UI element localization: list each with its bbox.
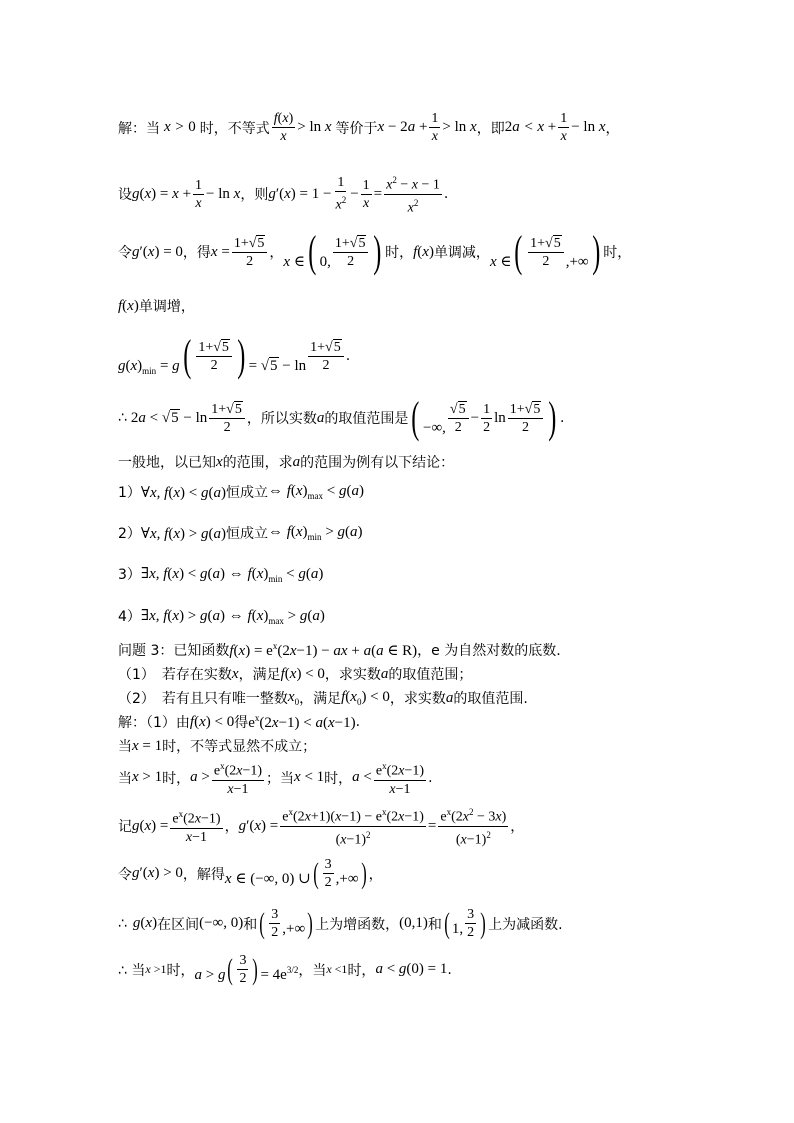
formula: ) bbox=[548, 393, 557, 442]
formula: $f(x_0) < 0$ bbox=[341, 689, 390, 707]
fraction: $\frac{x^2 - x - 1}{x^2}$ bbox=[384, 172, 442, 216]
text: . bbox=[355, 714, 361, 730]
solution-line-3 bbox=[118, 227, 754, 276]
formula: ( −∞, bbox=[411, 393, 446, 442]
text: ，当 bbox=[298, 962, 327, 979]
formula: f(x) bbox=[413, 243, 434, 260]
formula: ∀x, f(x) < g(a) bbox=[140, 484, 226, 501]
fraction: $\frac{3}{2}$ bbox=[271, 907, 279, 940]
fraction: $\frac{3}{2}$ bbox=[324, 857, 332, 890]
formula: ∀x, f(x) > g(a) bbox=[140, 525, 226, 542]
formula: f(x) bbox=[118, 297, 139, 314]
formula: ) = √5 − ln bbox=[237, 331, 307, 380]
fraction: $\frac{f(x)}{x}$ bbox=[273, 111, 294, 144]
problem-3-part-2 bbox=[118, 688, 754, 708]
text: 1） bbox=[118, 485, 141, 501]
formula: (0,1) bbox=[399, 915, 428, 931]
formula: x ∈( 0, bbox=[283, 227, 331, 276]
formula: g(x) = x + bbox=[132, 185, 192, 202]
general-conclusion-intro bbox=[118, 452, 754, 472]
fraction: $\frac{1}{x}$ bbox=[195, 177, 203, 211]
fraction: $\frac{3}{2}$ bbox=[239, 953, 247, 986]
fraction: $\frac{√5}{2}$ bbox=[448, 401, 469, 436]
text: 的取值范围； bbox=[388, 667, 473, 683]
formula: x < 1 bbox=[294, 769, 325, 786]
text: ， bbox=[510, 819, 525, 836]
solution-line-4 bbox=[118, 296, 754, 316]
solution-3-line-6 bbox=[118, 906, 754, 941]
conclusion-2 bbox=[118, 523, 754, 543]
text: 4） bbox=[118, 609, 141, 625]
problem-3-part-1 bbox=[118, 664, 754, 684]
text: 的取值范围是 bbox=[324, 411, 409, 427]
solution-line-1 bbox=[118, 110, 754, 145]
solution-line-6 bbox=[118, 393, 754, 442]
text: ，所以实数 bbox=[246, 411, 317, 427]
conclusion-1 bbox=[118, 482, 754, 502]
text: 的范围为例有以下结论： bbox=[300, 455, 455, 471]
formula: x bbox=[216, 453, 223, 470]
text: 时， bbox=[385, 245, 414, 261]
text: ，即 bbox=[476, 120, 505, 137]
text: 得 bbox=[234, 715, 249, 731]
formula: $f(x) = e^x(2x-1)$ − ax + a(a ∈ R) bbox=[229, 640, 418, 659]
text: 设 bbox=[118, 187, 132, 204]
text: ， bbox=[368, 866, 383, 883]
formula: a bbox=[445, 689, 454, 706]
formula: x ∈ (−∞, 0) ∪( bbox=[224, 856, 319, 890]
formula: ,+∞) bbox=[565, 227, 600, 276]
formula: x > 1 bbox=[132, 769, 163, 786]
formula: g(x) = bbox=[132, 817, 169, 834]
formula: − ln x bbox=[571, 119, 606, 135]
text: 和 bbox=[427, 916, 442, 933]
fraction: $\frac{1+√5}{2}$ bbox=[196, 339, 232, 374]
formula: a bbox=[380, 665, 389, 682]
fraction: $\frac{1+√5}{2}$ bbox=[528, 235, 564, 270]
text: ∴ 当 bbox=[118, 962, 146, 979]
solution-3-line-4 bbox=[118, 804, 754, 848]
text: 令 bbox=[118, 245, 132, 261]
formula: ln bbox=[494, 409, 506, 426]
text: 等价于 bbox=[335, 120, 378, 137]
text: 时， bbox=[347, 962, 376, 979]
fraction: $\frac{1+√5}{2}$ bbox=[508, 401, 544, 436]
text: 的取值范围. bbox=[453, 691, 528, 707]
fraction: $\frac{1+√5}{2}$ bbox=[333, 235, 369, 270]
text: 2） bbox=[118, 526, 141, 542]
formula: f(x) < 0 bbox=[280, 665, 325, 682]
text: 时， bbox=[162, 770, 191, 787]
formula: > ln x bbox=[297, 119, 332, 135]
text: 时， bbox=[166, 962, 195, 979]
fraction: $\frac{e^x(2x-1)}{x-1}$ bbox=[212, 758, 264, 798]
fraction: $\frac{1}{x^2}$ bbox=[335, 175, 347, 213]
solution-3-line-5 bbox=[118, 856, 754, 891]
text: 时，不等式 bbox=[199, 120, 270, 137]
formula: x ∈( bbox=[489, 227, 523, 276]
text: 3） bbox=[118, 567, 141, 583]
formula: a > g( bbox=[194, 952, 234, 986]
text: 上为减函数. bbox=[488, 916, 563, 933]
text: 单调增， bbox=[138, 299, 195, 315]
fraction: $\frac{e^x(2x-1)}{x-1}$ bbox=[170, 806, 222, 846]
formula: $g(x)_{min} = g$( bbox=[118, 331, 192, 380]
formula: = bbox=[373, 185, 383, 202]
formula: ⇔ $f(x)_{min} > g(a)$ bbox=[267, 524, 363, 542]
formula: ,+∞) bbox=[335, 856, 367, 890]
formula: ) bbox=[373, 227, 382, 276]
text: ，求实数 bbox=[389, 691, 446, 707]
solution-3-line-2 bbox=[118, 736, 754, 756]
fraction: $\frac{1+√5}{2}$ bbox=[232, 235, 268, 270]
text: ，满足 bbox=[238, 667, 281, 683]
fraction: $\frac{1+√5}{2}$ bbox=[308, 339, 344, 374]
text: 当 bbox=[118, 739, 132, 755]
text: 恒成立 bbox=[225, 485, 268, 501]
text: 一般地，以已知 bbox=[118, 455, 216, 471]
text: ，得 bbox=[182, 245, 211, 261]
formula: > ln x bbox=[442, 119, 477, 135]
formula: a < g(0) = 1 bbox=[375, 961, 448, 977]
formula: x = bbox=[210, 243, 230, 260]
formula: x bbox=[231, 665, 239, 682]
formula: ∃x, f(x) > g(a) ⇔ $f(x)_{max} > g(a)$ bbox=[140, 608, 325, 626]
solution-line-2 bbox=[118, 172, 754, 216]
formula: x − 2a + bbox=[377, 119, 428, 135]
formula: ∃x, f(x) < g(a) ⇔ $f(x)_{min} < g(a)$ bbox=[140, 566, 324, 584]
text: ，满足 bbox=[299, 691, 342, 707]
formula: g′(x) > 0 bbox=[132, 865, 183, 881]
formula: a bbox=[292, 453, 301, 470]
problem-3-statement bbox=[118, 640, 754, 660]
conclusion-4 bbox=[118, 606, 754, 626]
fraction: $\frac{1+√5}{2}$ bbox=[209, 401, 245, 436]
formula: = bbox=[427, 817, 437, 834]
formula: 2a < x + bbox=[504, 119, 557, 135]
text: . bbox=[447, 961, 452, 978]
solution-line-5 bbox=[118, 331, 754, 380]
formula: ) bbox=[480, 906, 486, 940]
fraction: $\frac{1}{x}$ bbox=[431, 111, 439, 144]
text: ；当 bbox=[266, 770, 295, 787]
formula: a bbox=[316, 409, 325, 426]
formula: x <1 bbox=[326, 962, 348, 976]
formula: g′(x) = 0 bbox=[132, 243, 183, 260]
formula: x = 1 bbox=[132, 737, 163, 754]
text: 单调减， bbox=[433, 245, 490, 261]
text: 上为增函数， bbox=[315, 916, 400, 933]
text: ， bbox=[224, 819, 239, 836]
formula: x >1 bbox=[145, 962, 167, 976]
text: 问题 3：已知函数 bbox=[118, 643, 230, 659]
formula: ⇔ $f(x)_{max} < g(a)$ bbox=[267, 483, 365, 501]
text: ，e 为自然对数的底数. bbox=[417, 643, 561, 659]
text: 当 bbox=[118, 770, 132, 787]
text: （1） 若存在实数 bbox=[118, 667, 232, 683]
formula: 2a < √5 − ln bbox=[130, 409, 208, 426]
formula: ( 1, bbox=[444, 906, 464, 940]
fraction: $\frac{e^x(2x+1)(x-1) - e^x(2x-1)}{(x-1)^2}$ bbox=[280, 804, 426, 848]
formula: g′(x) = bbox=[238, 817, 279, 834]
text: 解：当 bbox=[118, 120, 160, 137]
formula: $e^x(2x-1) < a(x-1)$ bbox=[248, 712, 356, 731]
text: ∴ bbox=[118, 915, 127, 932]
formula: − bbox=[350, 185, 359, 202]
text: 时， bbox=[324, 770, 353, 787]
fraction: $\frac{1}{2}$ bbox=[483, 401, 491, 435]
formula: g′(x) = 1 − bbox=[268, 185, 332, 202]
text: ∴ bbox=[118, 410, 127, 426]
solution-3-line-3 bbox=[118, 758, 754, 798]
formula: $x_0$ bbox=[287, 689, 300, 707]
text: 的范围，求 bbox=[222, 455, 293, 471]
text: ， bbox=[269, 245, 284, 261]
formula: x > 0 bbox=[164, 119, 196, 135]
text: ，解得 bbox=[182, 866, 225, 883]
formula: − ln x bbox=[206, 185, 241, 202]
solution-3-line-7 bbox=[118, 952, 754, 987]
text: 解：（1）由 bbox=[118, 715, 190, 731]
formula: ( bbox=[259, 906, 265, 940]
text: 时，不等式显然不成立； bbox=[162, 739, 317, 755]
fraction: $\frac{e^x(2x^2 - 3x)}{(x-1)^2}$ bbox=[438, 804, 508, 848]
text: 记 bbox=[118, 819, 132, 836]
text: ，求实数 bbox=[324, 667, 381, 683]
formula: a > bbox=[190, 769, 210, 786]
formula: a < bbox=[352, 769, 372, 786]
text: 和 bbox=[243, 916, 258, 933]
text: . bbox=[443, 186, 449, 203]
text: 令 bbox=[118, 866, 132, 883]
text: ， bbox=[605, 120, 620, 137]
fraction: $\frac{1}{x}$ bbox=[560, 111, 568, 144]
text: . bbox=[560, 410, 565, 426]
text: 在区间 bbox=[157, 916, 200, 933]
text: 时， bbox=[603, 245, 632, 261]
formula: ,+∞) bbox=[282, 906, 313, 940]
text: ，则 bbox=[240, 187, 269, 204]
solution-3-line-1 bbox=[118, 712, 754, 732]
formula: f(x) < 0 bbox=[189, 713, 235, 730]
formula: (−∞, 0) bbox=[199, 915, 244, 931]
text: . bbox=[345, 348, 351, 364]
fraction: $\frac{3}{2}$ bbox=[467, 907, 475, 940]
text: （2） 若有且只有唯一整数 bbox=[118, 691, 288, 707]
conclusion-3 bbox=[118, 564, 754, 584]
fraction: $\frac{e^x(2x-1)}{x-1}$ bbox=[374, 758, 426, 798]
text: . bbox=[428, 769, 433, 786]
fraction: $\frac{1}{x}$ bbox=[362, 177, 370, 211]
formula: − bbox=[470, 409, 480, 426]
formula: g(x) bbox=[132, 915, 158, 931]
text: 恒成立 bbox=[225, 526, 268, 542]
formula: ) = $4e^{3/2}$ bbox=[252, 952, 299, 986]
